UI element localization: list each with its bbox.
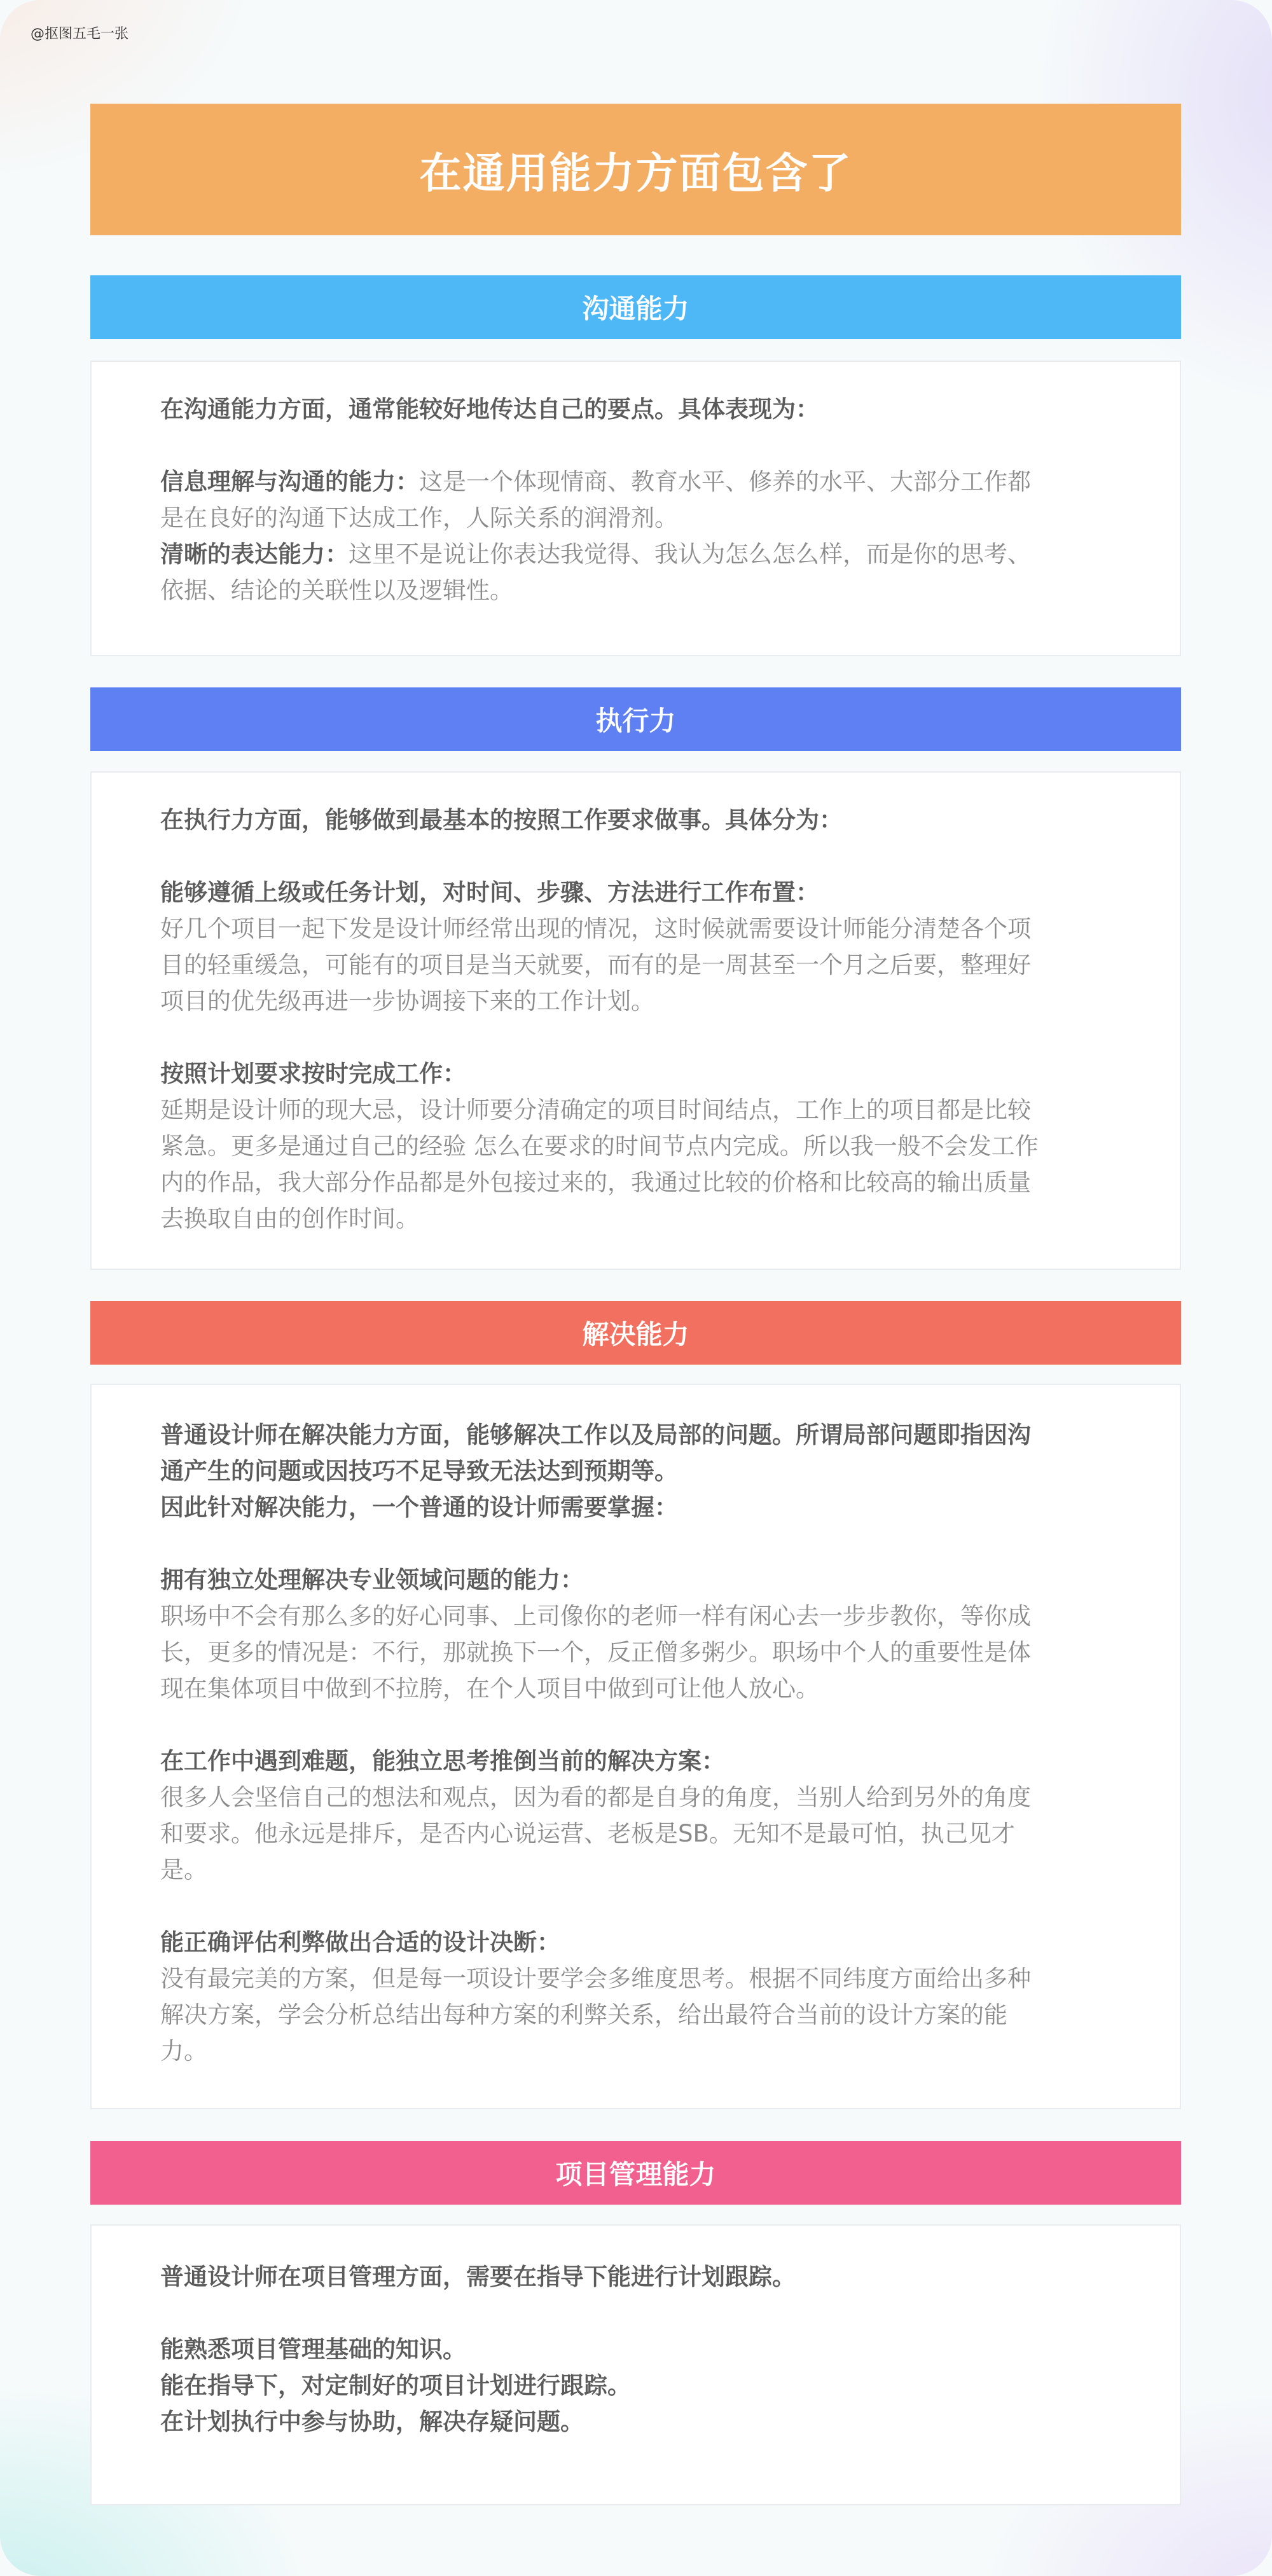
item-heading: 在工作中遇到难题，能独立思考推倒当前的解决方案： (160, 1747, 725, 1775)
section-header-project: 项目管理能力 (90, 2141, 1181, 2205)
item-text-line: 延期是设计师的现大忌，设计师要分清确定的项目时间结点，工作上的项目都是比较 (160, 1096, 1031, 1124)
item-text-line: 是。 (160, 1856, 207, 1884)
item-text-line: 项目的优先级再进一步协调接下来的工作计划。 (160, 988, 654, 1015)
section-header-solving: 解决能力 (90, 1301, 1181, 1365)
list-item: 能在指导下，对定制好的项目计划进行跟踪。 (160, 2372, 631, 2399)
section-header-execution: 执行力 (90, 687, 1181, 751)
section-intro: 普通设计师在项目管理方面，需要在指导下能进行计划跟踪。 (160, 2263, 796, 2290)
item-text-line: 好几个项目一起下发是设计师经常出现的情况，这时候就需要设计师能分清楚各个项 (160, 915, 1031, 942)
watermark-text: @抠图五毛一张 (31, 26, 129, 42)
item-text-continued: 是在良好的沟通下达成工作，人际关系的润滑剂。 (160, 504, 678, 532)
section-intro: 在沟通能力方面，通常能较好地传达自己的要点。具体表现为： (160, 396, 819, 423)
item-heading: 拥有独立处理解决专业领域问题的能力： (160, 1566, 584, 1594)
list-item: 在计划执行中参与协助，解决存疑问题。 (160, 2408, 584, 2435)
item-text-line: 紧急。更多是通过自己的经验 怎么在要求的时间节点内完成。所以我一般不会发工作 (160, 1133, 1039, 1160)
section-card-project (90, 2224, 1181, 2505)
item-heading: 按照计划要求按时完成工作： (160, 1060, 466, 1087)
section-card-execution (90, 771, 1181, 1270)
section-card-communication (90, 361, 1181, 656)
item-text-line: 目的轻重缓急，可能有的项目是当天就要，而有的是一周甚至一个月之后要，整理好 (160, 951, 1031, 979)
item-text-line: 力。 (160, 2037, 207, 2065)
item-text-line: 去换取自由的创作时间。 (160, 1205, 419, 1232)
item-text-line: 内的作品，我大部分作品都是外包接过来的，我通过比较的价格和比较高的输出质量 (160, 1169, 1031, 1196)
section-card-solving (90, 1384, 1181, 2109)
page-title: 在通用能力方面包含了 (90, 104, 1181, 235)
item-text-line: 和要求。他永远是排斥，是否内心说运营、老板是SB。无知不是最可怕，执己见才 (160, 1820, 1015, 1847)
section-header-communication: 沟通能力 (90, 275, 1181, 339)
item-heading: 能够遵循上级或任务计划，对时间、步骤、方法进行工作布置： (160, 879, 819, 906)
list-item (160, 536, 1110, 572)
section-intro-line: 因此针对解决能力，一个普通的设计师需要掌握： (160, 1494, 678, 1521)
item-text-line: 现在集体项目中做到不拉胯，在个人项目中做到可让他人放心。 (160, 1675, 819, 1702)
list-item (160, 464, 1110, 500)
item-heading: 能正确评估利弊做出合适的设计决断： (160, 1929, 560, 1956)
section-intro-line: 通产生的问题或因技巧不足导致无法达到预期等。 (160, 1457, 678, 1485)
item-heading: 信息理解与沟通的能力： (160, 468, 419, 495)
item-text: 这里不是说让你表达我觉得、我认为怎么怎么样，而是你的思考、 (349, 541, 1031, 568)
item-text-line: 解决方案，学会分析总结出每种方案的利弊关系，给出最符合当前的设计方案的能 (160, 2001, 1007, 2028)
item-heading: 清晰的表达能力： (160, 541, 349, 568)
list-item: 能熟悉项目管理基础的知识。 (160, 2336, 466, 2363)
item-text-line: 长，更多的情况是：不行，那就换下一个，反正僧多粥少。职场中个人的重要性是体 (160, 1639, 1031, 1666)
item-text: 这是一个体现情商、教育水平、修养的水平、大部分工作都 (419, 468, 1031, 495)
item-text-line: 很多人会坚信自己的想法和观点，因为看的都是自身的角度，当别人给到另外的角度 (160, 1784, 1031, 1811)
item-text-line: 没有最完美的方案，但是每一项设计要学会多维度思考。根据不同纬度方面给出多种 (160, 1965, 1031, 1992)
section-intro-line: 普通设计师在解决能力方面，能够解决工作以及局部的问题。所谓局部问题即指因沟 (160, 1421, 1031, 1449)
section-intro: 在执行力方面，能够做到最基本的按照工作要求做事。具体分为： (160, 806, 843, 834)
item-text-continued: 依据、结论的关联性以及逻辑性。 (160, 577, 513, 604)
item-text-line: 职场中不会有那么多的好心同事、上司像你的老师一样有闲心去一步步教你，等你成 (160, 1602, 1031, 1630)
